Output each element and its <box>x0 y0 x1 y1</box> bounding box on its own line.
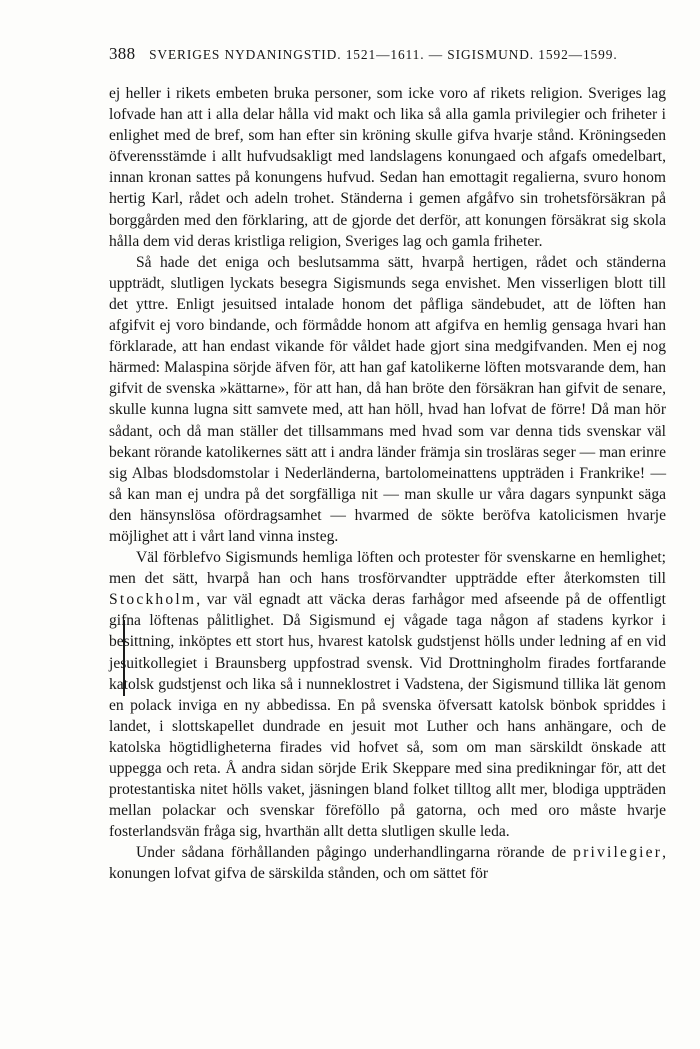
paragraph-2 <box>109 252 666 547</box>
paragraph-4 <box>109 842 666 884</box>
running-header <box>109 44 649 64</box>
spaced-word: Stockholm <box>109 591 197 609</box>
paragraph-1 <box>109 83 666 252</box>
page-body <box>109 83 666 885</box>
paragraph-text: Under sådana förhållanden pågingo underhandlingarna rörande de <box>136 844 574 862</box>
paragraph-text: , konungen lofvat gifva de särskilda stånden, och om sättet för <box>109 844 666 883</box>
paragraph-3 <box>109 547 666 842</box>
spaced-word: privilegier <box>573 844 663 862</box>
page-number: 388 <box>109 44 136 63</box>
paragraph-text: ej heller i rikets embeten bruka personer, som icke voro af rikets religion. Sveriges lag lofvade han att i alla delar hålla vid makt och lika så alla gamla privilegier och friheter i enlighet med de bref, som han efter sin kröning skulle gifva hvarje stånd. Kröningseden öfverensstämde i allt hufvudsakligt med landslagens konungaed och afgafs omedelbart, innan kronan sattes på konungens hufvud. Sedan han emottagit regalierna, svuro honom hertig Karl, rådet och adeln trohet. Ständerna i gemen afgåfvo sin trohetsförsäkran på borggården med den förklaring, att de gjorde det derför, att konungen försäkrat sig skola hålla dem vid deras kristliga religion, Sveriges lag och gamla friheter. <box>109 85 666 250</box>
paragraph-text: Så hade det eniga och beslutsamma sätt, hvarpå hertigen, rådet och ständerna uppträdt, slutligen lyckats besegra Sigismunds sega envishet. Men visserligen blott till det yttre. Enligt jesuitsed intalade honom det påfliga sändebudet, att de löften han afgifvit ej voro bindande, och förmådde honom att afgifva en hemlig gensaga hvari han förklarade, att han endast vikande för våldet hade gjort sina medgifvanden. Men ej nog härmed: Malaspina sörjde äfven för, att han gaf katolikerne löften motsvarande dem, han gifvit de svenska »kättarne», för att han, då han bröte den försäkran han gifvit de senare, skulle kunna lugna sitt samvete med, att han höll, hvad han lofvat de förre! Då man hör sådant, och då man ställer det tillsammans med hvad som var denna tids svenskar väl bekant rörande katolikernes sätt att i andra länder främja sin trosläras seger — man erinre sig Albas blodsdomstolar i Nederländerna, bartolomeinattens uppträden i Frankrike! — så kan man ej undra på det sorgfälliga nit — man skulle ur våra dagars synpunkt säga den hänsynslösa ofördragsamhet — hvarmed de sökte beröfva katolicismen hvarje möjlighet att i vårt land vinna insteg. <box>109 253 666 545</box>
paragraph-text: Väl förblefvo Sigismunds hemliga löften och protester för svenskarne en hemlighet; men det sätt, hvarpå han och hans trosförvandter uppträdde efter återkomsten till <box>109 549 666 588</box>
header-title: SVERIGES NYDANINGSTID. 1521—1611. — SIGISMUND. 1592—1599. <box>149 47 618 62</box>
paragraph-text: , var väl egnadt att väcka deras farhågor med afseende på de offentligt gifna löftenas pålitlighet. Då Sigismund ej vågade taga någon af stadens kyrkor i besittning, inköptes ett stort hus, hvarest katolsk gudstjenst hölls under ledning af en vid jesuitkollegiet i Braunsberg uppfostrad svensk. Vid Drottningholm firades fortfarande katolsk gudstjenst och lika så i nunneklostret i Vadstena, der Sigismund tillika lät genom en polack inviga en ny abbedissa. En på svenska öfversatt katolsk bönbok spriddes i landet, i slottskapellet dundrade en jesuit mot Luther och hans anhängare, och de katolska högtidligheterna firades vid hofvet så, som om man särskildt önskade att uppegga och reta. Å andra sidan sörjde Erik Skeppare med sina predikningar för, att det protestantiska nitet hölls vaket, jäsningen bland folket tilltog allt mer, blodiga uppträden mellan polackar och svenskar föreföllo på gatorna, och med oro måste hvarje fosterlandsvän fråga sig, hvarthän allt detta slutligen skulle leda. <box>109 591 666 841</box>
